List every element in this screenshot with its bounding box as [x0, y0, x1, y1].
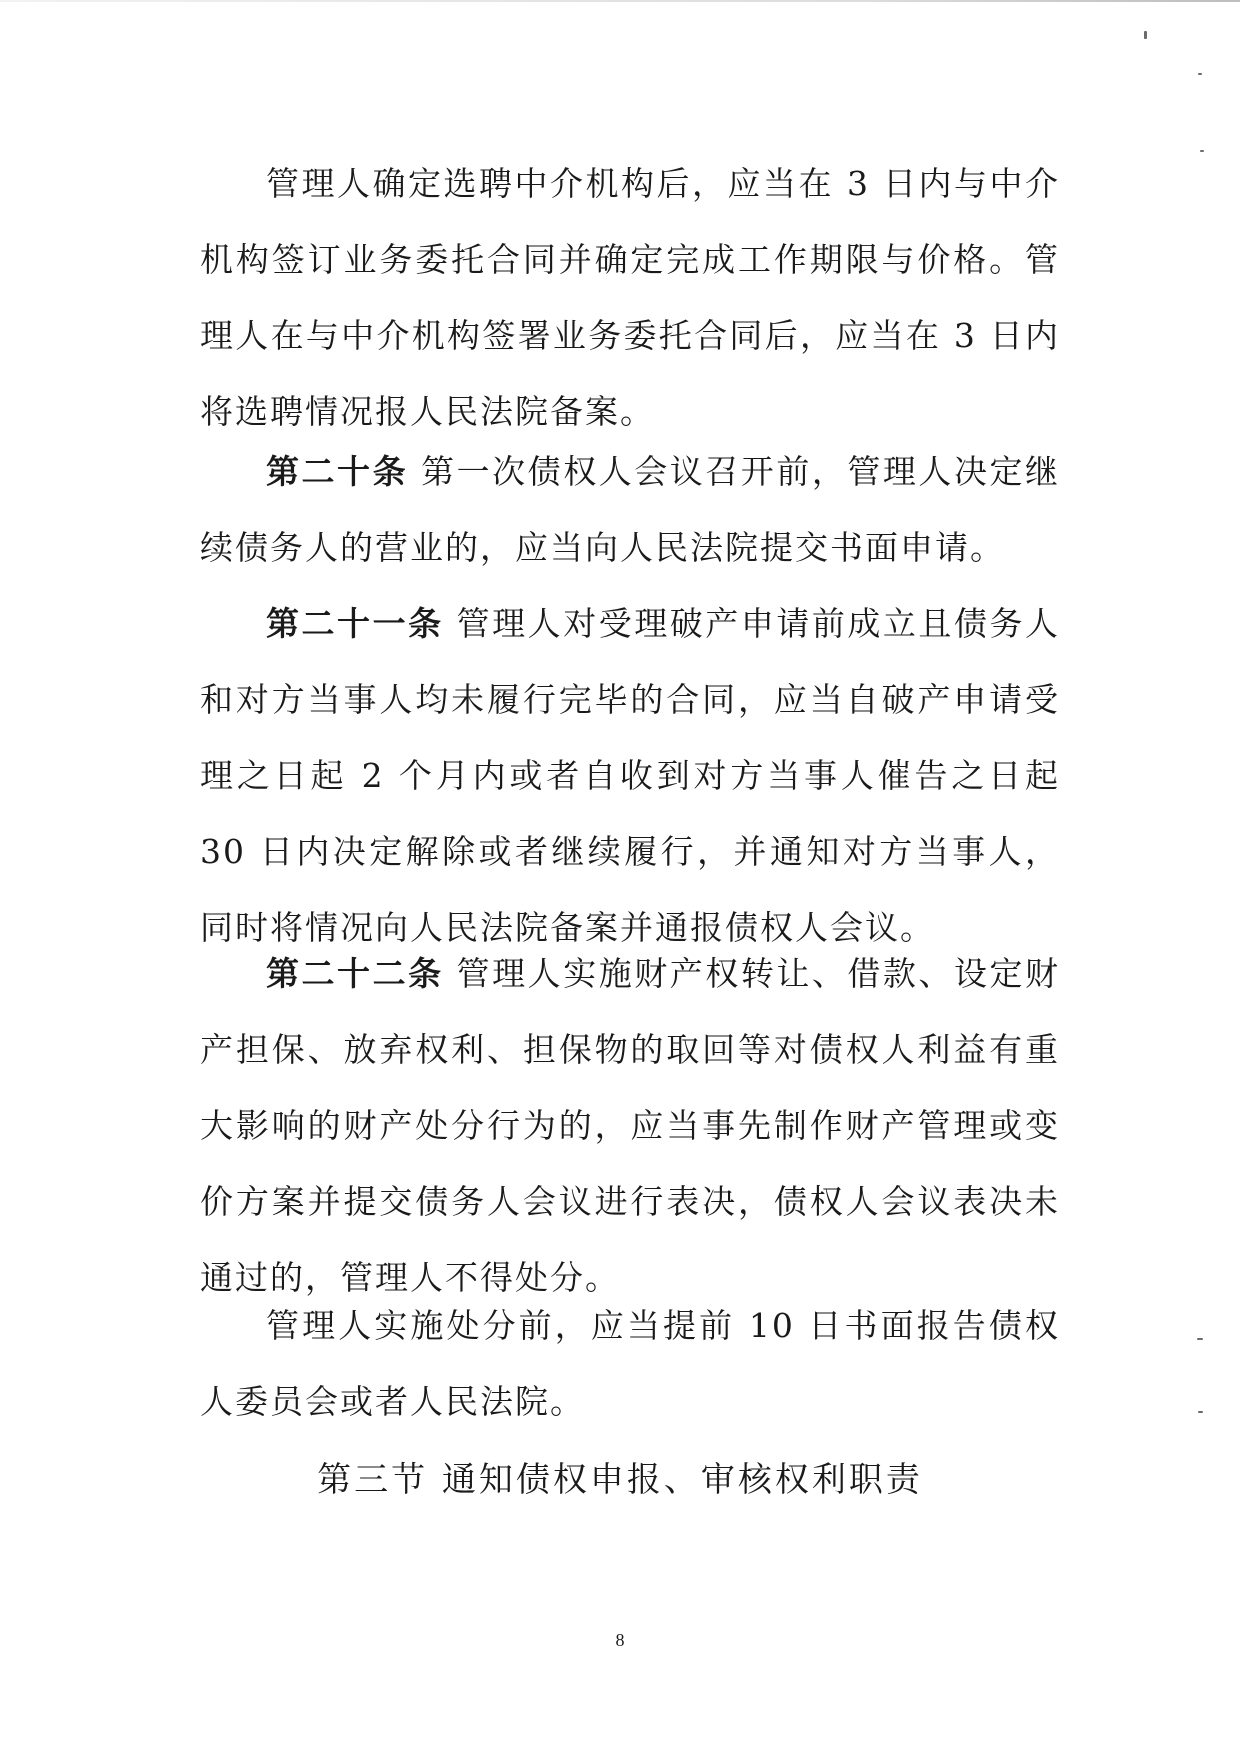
paragraph-text: 管理人实施财产权转让、借款、设定财产担保、放弃权利、担保物的取回等对债权人利益有重大影响的财产处分行为的，应当事先制作财产管理或变价方案并提交债务人会议进行表决，债权人会议表决未通过的，管理人不得处分。	[200, 954, 1061, 1297]
paragraph-text: 管理人实施处分前，应当提前 10 日书面报告债权人委员会或者人民法院。	[200, 1306, 1060, 1421]
scan-mark	[1197, 1338, 1203, 1340]
paragraph-appointment-intermediary	[200, 146, 1060, 450]
article-number: 第二十一条	[266, 604, 444, 643]
paragraph-disposal-notice	[200, 1288, 1060, 1440]
scan-mark	[1200, 150, 1204, 152]
scan-mark	[1144, 31, 1147, 39]
section-heading: 第三节 通知债权申报、审核权利职责	[317, 1460, 923, 1500]
paragraph-text: 第一次债权人会议召开前，管理人决定继续债务人的营业的，应当向人民法院提交书面申请。	[200, 452, 1060, 567]
paragraph-text: 管理人确定选聘中介机构后，应当在 3 日内与中介机构签订业务委托合同并确定完成工作期限与价格。管理人在与中介机构签署业务委托合同后，应当在 3 日内将选聘情况报人民法院备案。	[200, 164, 1060, 431]
paragraph-text: 管理人对受理破产申请前成立且债务人和对方当事人均未履行完毕的合同，应当自破产申请受理之日起 2 个月内或者自收到对方当事人催告之日起 30 日内决定解除或者继续履行，并通知对方当事人，同时将情况向人民法院备案并通报债权人会议。	[200, 604, 1061, 947]
article-number: 第二十条	[266, 452, 409, 491]
page-top-edge	[0, 0, 1240, 2]
scan-mark	[1198, 1411, 1203, 1413]
page-number: 8	[615, 1630, 625, 1650]
paragraph-article-21	[200, 586, 1060, 966]
article-number: 第二十二条	[266, 954, 444, 993]
paragraph-article-22	[200, 936, 1060, 1316]
paragraph-article-20	[200, 434, 1060, 586]
scan-mark	[1198, 73, 1202, 75]
